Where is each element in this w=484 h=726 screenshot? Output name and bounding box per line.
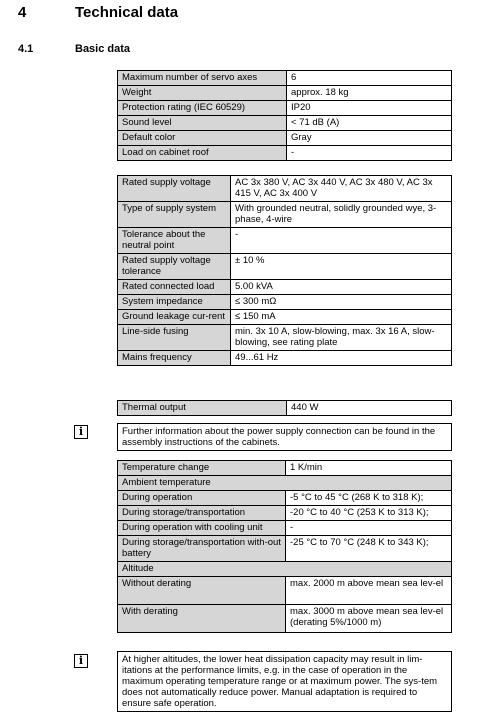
table-row	[118, 228, 452, 254]
section-row	[118, 476, 452, 491]
row-label: Temperature change	[118, 461, 286, 476]
table-row	[118, 101, 452, 116]
row-label: Mains frequency	[118, 351, 231, 366]
row-value: 49...61 Hz	[231, 351, 452, 366]
row-label: Load on cabinet roof	[118, 146, 287, 161]
row-value: 440 W	[287, 401, 452, 416]
row-label: Rated supply voltage tolerance	[118, 254, 231, 280]
table-row	[118, 71, 452, 86]
row-value: < 71 dB (A)	[287, 116, 452, 131]
row-value: -	[287, 146, 452, 161]
chapter-number: 4	[18, 4, 27, 21]
table-row	[118, 176, 452, 202]
row-value: -	[231, 228, 452, 254]
power-supply-note: Further information about the power supply connection can be found in the assembly instructions of the cabinets.	[117, 423, 452, 451]
table-row	[118, 146, 452, 161]
row-label: Weight	[118, 86, 287, 101]
row-label: Protection rating (IEC 60529)	[118, 101, 287, 116]
table-row	[118, 577, 452, 605]
row-label: Line-side fusing	[118, 325, 231, 351]
chapter-title: Technical data	[75, 4, 179, 21]
row-value: AC 3x 380 V, AC 3x 440 V, AC 3x 480 V, AC 3x 415 V, AC 3x 400 V	[231, 176, 452, 202]
table-row	[118, 325, 452, 351]
row-label: Default color	[118, 131, 287, 146]
row-value: -20 °C to 40 °C (253 K to 313 K);	[286, 506, 452, 521]
row-label: During storage/transportation with-out battery	[118, 536, 286, 562]
table-row	[118, 461, 452, 476]
thermal-output-table	[117, 400, 452, 416]
section-number: 4.1	[18, 43, 34, 55]
table-row	[118, 401, 452, 416]
row-label: Without derating	[118, 577, 286, 605]
row-label: With derating	[118, 605, 286, 633]
row-value: 5.00 kVA	[231, 280, 452, 295]
row-value: 1 K/min	[286, 461, 452, 476]
table-row	[118, 86, 452, 101]
row-label: Thermal output	[118, 401, 287, 416]
table-row	[118, 202, 452, 228]
section-title: Basic data	[75, 43, 131, 55]
row-value: ≤ 300 mΩ	[231, 295, 452, 310]
row-value: ≤ 150 mA	[231, 310, 452, 325]
table-row	[118, 280, 452, 295]
row-label: System impedance	[118, 295, 231, 310]
row-label: During operation with cooling unit	[118, 521, 286, 536]
altitude-note: At higher altitudes, the lower heat dissipation capacity may result in lim-itations at the performance limits, e.g. in the case of operation in the maximum operating temperature range or at maximum power. The sys-tem does not automatically reduce power. Manual adaptation is required to ensure safe operation.	[117, 651, 452, 712]
row-value: 6	[287, 71, 452, 86]
basic-data-table	[117, 70, 452, 161]
row-label: Rated connected load	[118, 280, 231, 295]
info-icon: i	[74, 425, 88, 439]
row-label: Sound level	[118, 116, 287, 131]
table-row	[118, 131, 452, 146]
section-label: Altitude	[118, 562, 452, 577]
row-label: Type of supply system	[118, 202, 231, 228]
table-row	[118, 254, 452, 280]
row-value: approx. 18 kg	[287, 86, 452, 101]
power-supply-table	[117, 175, 452, 366]
row-value: ± 10 %	[231, 254, 452, 280]
row-label: Maximum number of servo axes	[118, 71, 287, 86]
section-row	[118, 562, 452, 577]
table-row	[118, 491, 452, 506]
table-row	[118, 295, 452, 310]
row-value: -5 °C to 45 °C (268 K to 318 K);	[286, 491, 452, 506]
row-value: Gray	[287, 131, 452, 146]
section-label: Ambient temperature	[118, 476, 452, 491]
row-label: During storage/transportation	[118, 506, 286, 521]
table-row	[118, 310, 452, 325]
row-label: Ground leakage cur-rent	[118, 310, 231, 325]
row-value: max. 2000 m above mean sea lev-el	[286, 577, 452, 605]
table-row	[118, 116, 452, 131]
row-value: -25 °C to 70 °C (248 K to 343 K);	[286, 536, 452, 562]
row-value: min. 3x 10 A, slow-blowing, max. 3x 16 A, slow-blowing, see rating plate	[231, 325, 452, 351]
table-row	[118, 605, 452, 633]
row-value: -	[286, 521, 452, 536]
table-row	[118, 351, 452, 366]
row-label: During operation	[118, 491, 286, 506]
row-label: Tolerance about the neutral point	[118, 228, 231, 254]
ambient-conditions-table	[117, 460, 452, 633]
row-label: Rated supply voltage	[118, 176, 231, 202]
row-value: max. 3000 m above mean sea lev-el (derating 5%/1000 m)	[286, 605, 452, 633]
row-value: IP20	[287, 101, 452, 116]
table-row	[118, 536, 452, 562]
row-value: With grounded neutral, solidly grounded wye, 3-phase, 4-wire	[231, 202, 452, 228]
table-row	[118, 506, 452, 521]
info-icon: i	[74, 654, 88, 668]
table-row	[118, 521, 452, 536]
